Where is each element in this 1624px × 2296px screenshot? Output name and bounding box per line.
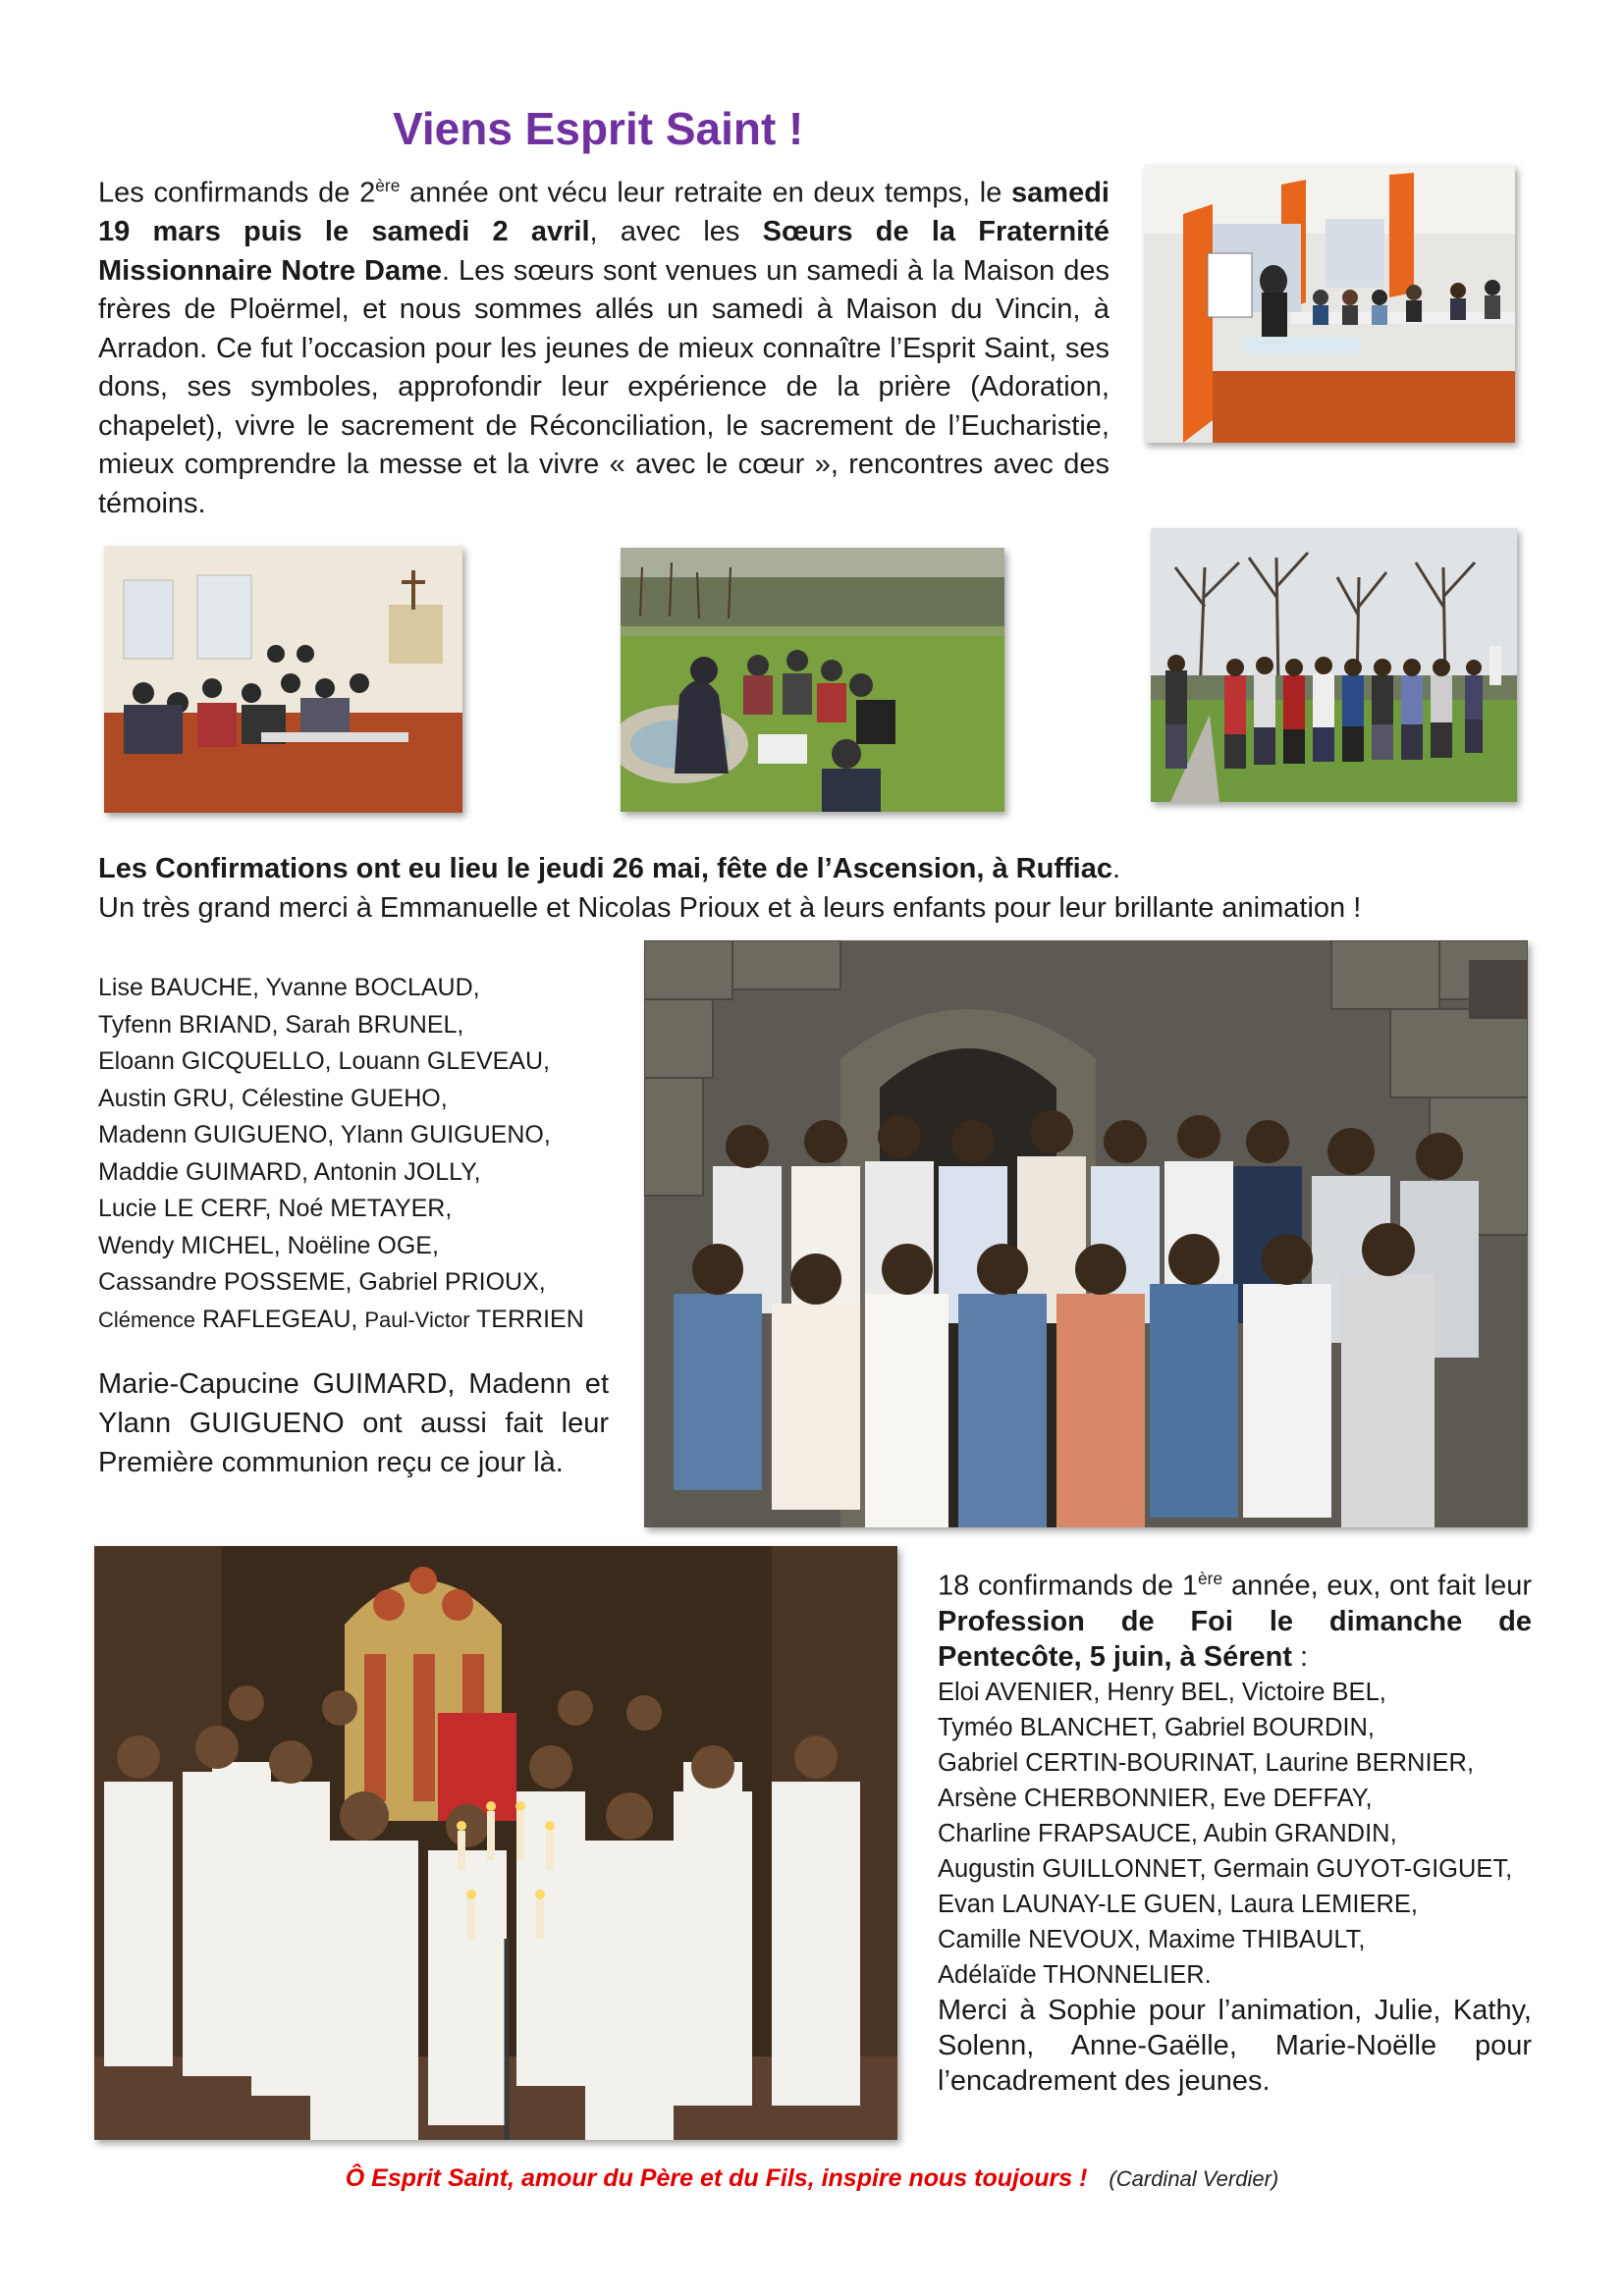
list-item: Arsène CHERBONNIER, Eve DEFFAY, xyxy=(938,1784,1373,1812)
list-item: Eloi AVENIER, Henry BEL, Victoire BEL, xyxy=(938,1678,1386,1706)
list-item: Camille NEVOUX, Maxime THIBAULT, xyxy=(938,1925,1366,1953)
photo-profession-group xyxy=(94,1546,897,2140)
confirmands-list xyxy=(98,970,628,1338)
list-item: Austin GRU, Célestine GUEHO, xyxy=(98,1084,448,1112)
list-item: Cassandre POSSEME, Gabriel PRIOUX, xyxy=(98,1268,546,1296)
photo-classroom xyxy=(104,546,462,813)
list-item: Wendy MICHEL, Noëline OGE, xyxy=(98,1231,439,1259)
profession-names-list xyxy=(938,1675,1532,1993)
list-item: Tyfenn BRIAND, Sarah BRUNEL, xyxy=(98,1010,464,1039)
list-item: Charline FRAPSAUCE, Aubin GRANDIN, xyxy=(938,1819,1397,1847)
photo-park-group xyxy=(1151,528,1517,802)
confirmation-announcement: Les Confirmations ont eu lieu le jeudi 26 mai, fête de l’Ascension, à Ruffiac. Un très grand merci à Emmanuelle et Nicolas Prioux et à leurs enfants pour leur brillante animation ! xyxy=(98,853,1362,924)
profession-de-foi-paragraph: 18 confirmands de 1ère année, eux, ont fait leur Profession de Foi le dimanche de Pentecôte, 5 juin, à Sérent : Eloi AVENIER, Henry BEL, Victoire BEL, Tyméo BLANCHET, Gabriel BOURDIN, Gabriel CERTIN-BOURINAT, Laurine BERNIER, Arsène CHERBONNIER, Eve DEFFAY, Charline FRAPSAUCE, Aubin GRANDIN, Augustin GUILLONNET, Germain GUYOT-GIGUET, Evan LAUNAY-LE GUEN, Laura LEMIERE, Camille NEVOUX, Maxime THIBAULT, Adélaïde THONNELIER. Merci à Sophie pour l’animation, Julie, Kathy, Solenn, Anne-Gaëlle, Marie-Noëlle pour l’encadrement des jeunes. xyxy=(938,1569,1532,2097)
list-item: Adélaïde THONNELIER. xyxy=(938,1960,1212,1989)
first-communion-note: Marie-Capucine GUIMARD, Madenn et Ylann GUIGUENO ont aussi fait leur Première communion reçu ce jour là. xyxy=(98,1368,609,1478)
list-item: Lucie LE CERF, Noé METAYER, xyxy=(98,1195,453,1222)
page-title: Viens Esprit Saint ! xyxy=(393,103,804,154)
quote-text: Ô Esprit Saint, amour du Père et du Fils, inspire nous toujours ! xyxy=(345,2164,1088,2192)
list-item: Maddie GUIMARD, Antonin JOLLY, xyxy=(98,1157,481,1186)
photo-confirmation-group xyxy=(644,940,1528,1527)
list-item: Evan LAUNAY-LE GUEN, Laura LEMIERE, xyxy=(938,1890,1418,1918)
list-item: Tyméo BLANCHET, Gabriel BOURDIN, xyxy=(938,1713,1375,1741)
profession-thanks: Merci à Sophie pour l’animation, Julie, Kathy, Solenn, Anne-Gaëlle, Marie-Noëlle pour l’encadrement des jeunes. xyxy=(938,1994,1532,2097)
photo-outdoor-circle xyxy=(621,548,1004,812)
list-item: Lise BAUCHE, Yvanne BOCLAUD, xyxy=(98,974,480,1001)
list-item: Eloann GICQUELLO, Louann GLEVEAU, xyxy=(98,1047,550,1075)
photo-sister-teaching xyxy=(1144,165,1515,443)
quote-credit: (Cardinal Verdier) xyxy=(1109,2166,1279,2191)
intro-paragraph: Les confirmands de 2ère année ont vécu leur retraite en deux temps, le samedi 19 mars puis le samedi 2 avril, avec les Sœurs de la Fraternité Missionnaire Notre Dame. Les sœurs sont venues un samedi à la Maison des frères de Ploërmel, et nous sommes allés un samedi à Maison du Vincin, à Arradon. Ce fut l’occasion pour les jeunes de mieux connaître l’Esprit Saint, ses dons, ses symboles, approfondir leur expérience de la prière (Adoration, chapelet), vivre le sacrement de Réconciliation, le sacrement de l’Eucharistie, mieux comprendre la messe et la vivre « avec le cœur », rencontres avec des témoins. xyxy=(98,176,1110,519)
list-item: Augustin GUILLONNET, Germain GUYOT-GIGUET, xyxy=(938,1854,1513,1883)
list-item: Clémence RAFLEGEAU, Paul-Victor TERRIEN xyxy=(98,1305,584,1333)
closing-quote xyxy=(0,2164,1624,2193)
list-item: Madenn GUIGUENO, Ylann GUIGUENO, xyxy=(98,1121,551,1148)
list-item: Gabriel CERTIN-BOURINAT, Laurine BERNIER, xyxy=(938,1748,1475,1777)
